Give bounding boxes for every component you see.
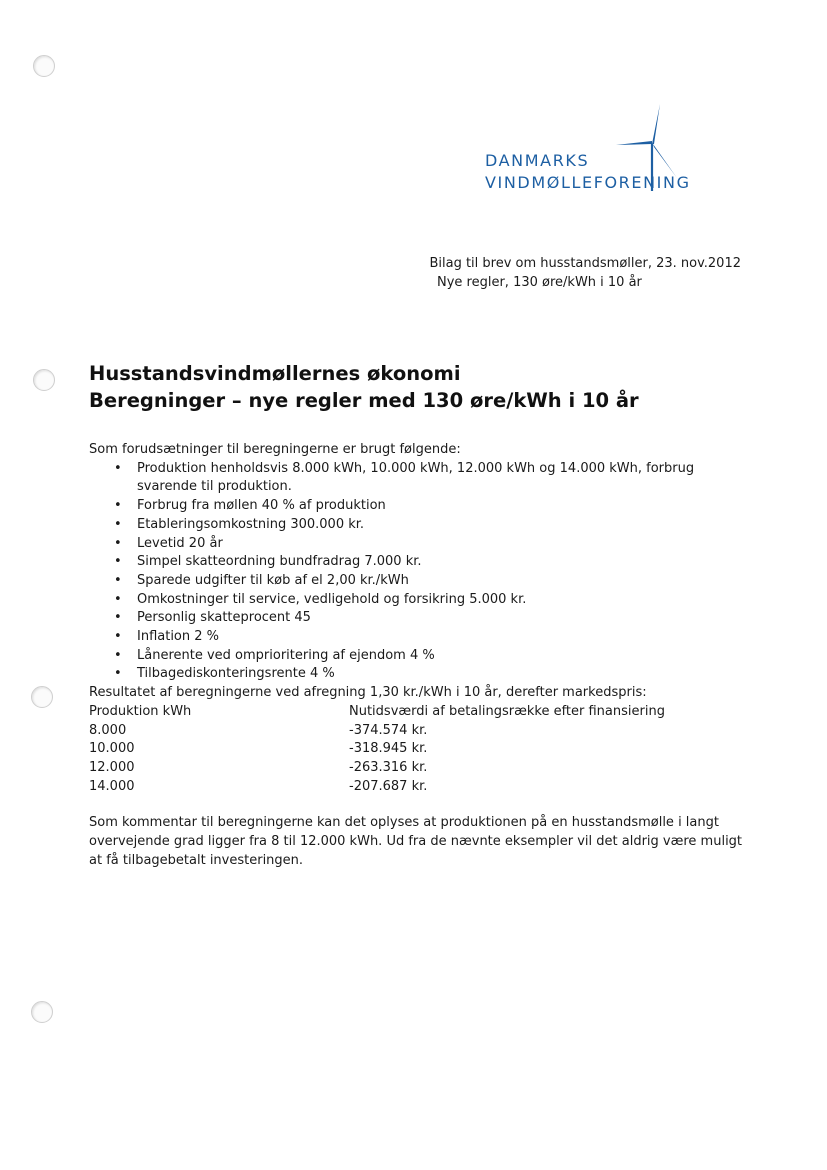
list-item: • Personlig skatteprocent 45 xyxy=(89,609,749,628)
reference-line2: Nye regler, 130 øre/kWh i 10 år xyxy=(437,275,642,290)
list-item: • Sparede udgifter til køb af el 2,00 kr./kWh xyxy=(89,572,749,591)
list-item: • Tilbagediskonteringsrente 4 % xyxy=(89,665,749,684)
list-item: • Omkostninger til service, vedligehold og forsikring 5.000 kr. xyxy=(89,591,749,610)
table-row xyxy=(89,740,665,759)
table-cell: -263.316 kr. xyxy=(349,759,428,775)
results-table xyxy=(89,703,665,797)
binder-hole xyxy=(33,55,55,77)
comment-paragraph: Som kommentar til beregningerne kan det oplyses at produktionen på en husstandsmølle i langt overvejende grad ligger fra 8 til 12.000 kWh. Ud fra de nævnte eksempler vil det aldrig være muligt at få tilbagebetalt investeringen. xyxy=(89,815,743,868)
column-header: Nutidsværdi af betalingsrække efter finansiering xyxy=(349,703,665,719)
list-item: • Forbrug fra møllen 40 % af produktion xyxy=(89,497,749,516)
table-cell: 14.000 xyxy=(89,778,135,794)
document-reference xyxy=(380,254,741,292)
table-cell: 8.000 xyxy=(89,722,127,738)
table-row xyxy=(89,778,665,797)
intro-text: Som forudsætninger til beregningerne er brugt følgende: xyxy=(89,442,461,457)
table-row xyxy=(89,722,665,741)
table-cell: 12.000 xyxy=(89,759,135,775)
assumptions-list xyxy=(89,460,749,684)
list-item: • Levetid 20 år xyxy=(89,535,749,554)
list-item: • Lånerente ved omprioritering af ejendom 4 % xyxy=(89,647,749,666)
results-intro: Resultatet af beregningerne ved afregning 1,30 kr./kWh i 10 år, derefter markedspris: xyxy=(89,685,647,701)
binder-hole xyxy=(33,369,55,391)
binder-hole xyxy=(31,686,53,708)
list-item: • Simpel skatteordning bundfradrag 7.000 kr. xyxy=(89,553,749,572)
binder-hole xyxy=(31,1001,53,1023)
logo-text-line2: VINDMØLLEFORENING xyxy=(485,173,691,192)
table-header-row xyxy=(89,703,665,722)
table-cell: -207.687 kr. xyxy=(349,778,428,794)
table-cell: -374.574 kr. xyxy=(349,722,428,738)
document-body xyxy=(89,441,749,883)
title-line1: Husstandsvindmøllernes økonomi xyxy=(89,362,461,385)
list-item: • Inflation 2 % xyxy=(89,628,749,647)
reference-line1: Bilag til brev om husstandsmøller, 23. nov.2012 xyxy=(429,256,741,271)
title-line2: Beregninger – nye regler med 130 øre/kWh i 10 år xyxy=(89,389,639,412)
logo-text-line1: DANMARKS xyxy=(485,151,590,170)
list-item: • Etableringsomkostning 300.000 kr. xyxy=(89,516,749,535)
organization-logo xyxy=(482,100,692,195)
column-header: Produktion kWh xyxy=(89,703,192,719)
table-cell: -318.945 kr. xyxy=(349,741,428,757)
list-item: • Produktion henholdsvis 8.000 kWh, 10.000 kWh, 12.000 kWh og 14.000 kWh, forbrug svarende til produktion. xyxy=(89,460,721,497)
document-title xyxy=(89,360,639,414)
table-cell: 10.000 xyxy=(89,741,135,757)
table-row xyxy=(89,759,665,778)
